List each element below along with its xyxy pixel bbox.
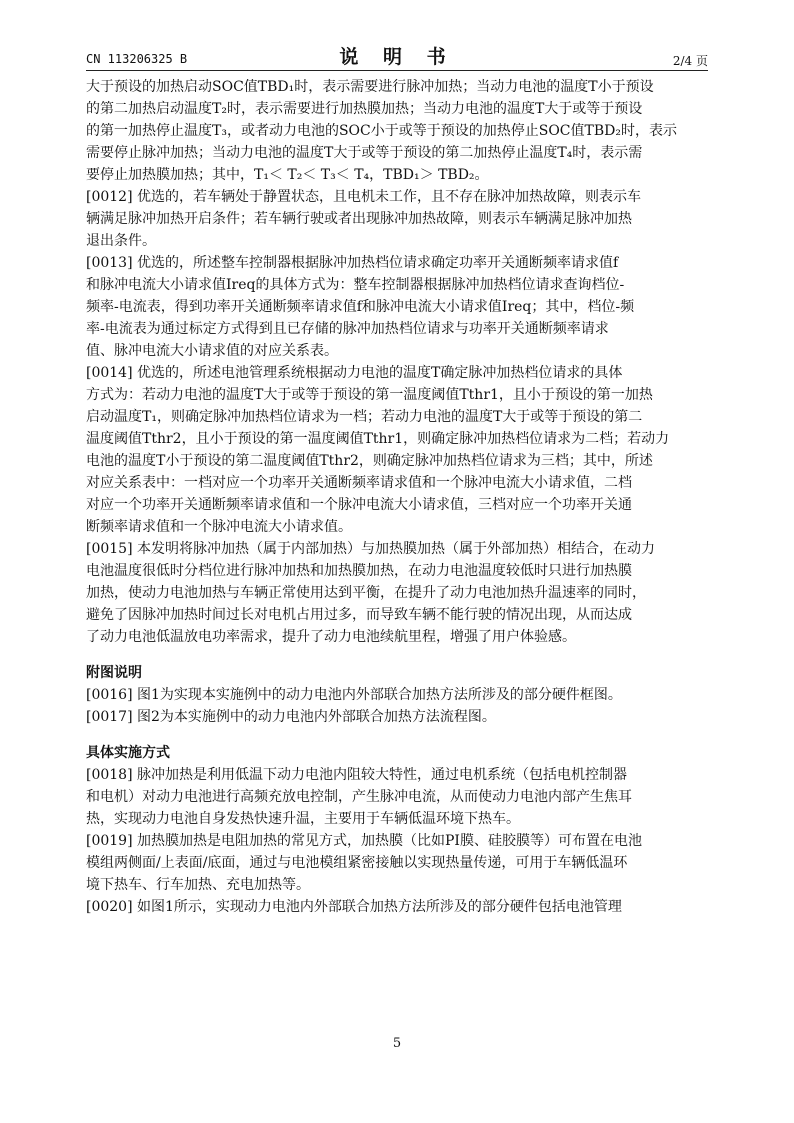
page-number: 5 (392, 1036, 402, 1051)
text-line: 方式为：若动力电池的温度T大于或等于预设的第一温度阈值Tthr1，且小于预设的第一加热 (86, 387, 653, 403)
text-line: 境下热车、行车加热、充电加热等。 (86, 877, 310, 893)
text-line: [0018] 脉冲加热是利用低温下动力电池内阻较大特性，通过电机系统（包括电机控制器 (86, 767, 628, 783)
text-line: [0016] 图1为实现本实施例中的动力电池内外部联合加热方法所涉及的部分硬件框图。 (86, 687, 622, 703)
text-line: 热，实现动力电池自身发热快速升温，主要用于车辆低温环境下热车。 (86, 811, 520, 827)
text-line: 了动力电池低温放电功率需求，提升了动力电池续航里程，增强了用户体验感。 (86, 629, 576, 645)
text-line: 的第二加热启动温度T₂时，表示需要进行加热膜加热；当动力电池的温度T大于或等于预设 (86, 101, 643, 117)
text-line: 和电机）对动力电池进行高频充放电控制，产生脉冲电流，从而使动力电池内部产生焦耳 (86, 789, 632, 805)
text-line: [0020] 如图1所示，实现动力电池内外部联合加热方法所涉及的部分硬件包括电池管理 (86, 899, 622, 915)
text-line: 的第一加热停止温度T₃，或者动力电池的SOC小于或等于预设的加热停止SOC值TBD₂时，表示 (86, 123, 677, 139)
text-line: 对应关系表中：一档对应一个功率开关通断频率请求值和一个脉冲电流大小请求值，二档 (86, 475, 632, 491)
document-body (86, 76, 712, 918)
text-line: 启动温度T₁，则确定脉冲加热档位请求为一档；若动力电池的温度T大于或等于预设的第二 (86, 409, 643, 425)
text-line: 辆满足脉冲加热开启条件；若车辆行驶或者出现脉冲加热故障，则表示车辆满足脉冲加热 (86, 211, 632, 227)
text-line: 避免了因脉冲加热时间过长对电机占用过多，而导致车辆不能行驶的情况出现，从而达成 (86, 607, 632, 623)
text-line: [0012] 优选的，若车辆处于静置状态，且电机未工作，且不存在脉冲加热故障，则表示车 (86, 189, 642, 205)
text-line: 模组两侧面/上表面/底面，通过与电池模组紧密接触以实现热量传递，可用于车辆低温环 (86, 855, 628, 871)
page-indicator: 2/4 页 (672, 54, 708, 68)
document-title: 说 明 书 (339, 46, 455, 68)
text-line: 断频率请求值和一个脉冲电流大小请求值。 (86, 519, 352, 535)
text-line: 率-电流表为通过标定方式得到且已存储的脉冲加热档位请求与功率开关通断频率请求 (86, 321, 609, 337)
text-line: [0017] 图2为本实施例中的动力电池内外部联合加热方法流程图。 (86, 709, 496, 725)
text-line: [0014] 优选的，所述电池管理系统根据动力电池的温度T确定脉冲加热档位请求的具体 (86, 365, 623, 381)
section-heading-embodiments: 具体实施方式 (86, 745, 170, 761)
text-line: 和脉冲电流大小请求值Ireq的具体方式为：整车控制器根据脉冲加热档位请求查询档位- (86, 277, 625, 293)
header-divider (86, 70, 708, 71)
text-line: [0019] 加热膜加热是电阻加热的常见方式，加热膜（比如PI膜、硅胶膜等）可布置在电池 (86, 833, 642, 849)
text-line: 大于预设的加热启动SOC值TBD₁时，表示需要进行脉冲加热；当动力电池的温度T小于预设 (86, 79, 654, 95)
text-line: 要停止加热膜加热；其中，T₁＜ T₂＜ T₃＜ T₄，TBD₁＞ TBD₂。 (86, 167, 489, 183)
text-line: 需要停止脉冲加热；当动力电池的温度T大于或等于预设的第二加热停止温度T₄时，表示需 (86, 145, 643, 161)
text-line: [0013] 优选的，所述整车控制器根据脉冲加热档位请求确定功率开关通断频率请求值f (86, 255, 619, 271)
section-heading-figures: 附图说明 (86, 665, 142, 681)
text-line: 退出条件。 (86, 233, 156, 249)
text-line: 值、脉冲电流大小请求值的对应关系表。 (86, 343, 338, 359)
main-text (86, 76, 712, 648)
text-line: 频率-电流表，得到功率开关通断频率请求值f和脉冲电流大小请求值Ireq；其中，档位-频 (86, 299, 635, 315)
text-line: 温度阈值Tthr2，且小于预设的第一温度阈值Tthr1，则确定脉冲加热档位请求为二档；若动力 (86, 431, 670, 447)
section-embodiments-text (86, 764, 712, 918)
page-header (86, 40, 708, 70)
text-line: 电池的温度T小于预设的第二温度阈值Tthr2，则确定脉冲加热档位请求为三档；其中，所述 (86, 453, 653, 469)
text-line: 加热，使动力电池加热与车辆正常使用达到平衡，在提升了动力电池加热升温速率的同时， (86, 585, 646, 601)
text-line: 对应一个功率开关通断频率请求值和一个脉冲电流大小请求值，三档对应一个功率开关通 (86, 497, 632, 513)
text-line: [0015] 本发明将脉冲加热（属于内部加热）与加热膜加热（属于外部加热）相结合，在动力 (86, 541, 656, 557)
section-figures-text (86, 684, 712, 728)
patent-number: CN 113206325 B (86, 52, 188, 66)
text-line: 电池温度很低时分档位进行脉冲加热和加热膜加热，在动力电池温度较低时只进行加热膜 (86, 563, 632, 579)
